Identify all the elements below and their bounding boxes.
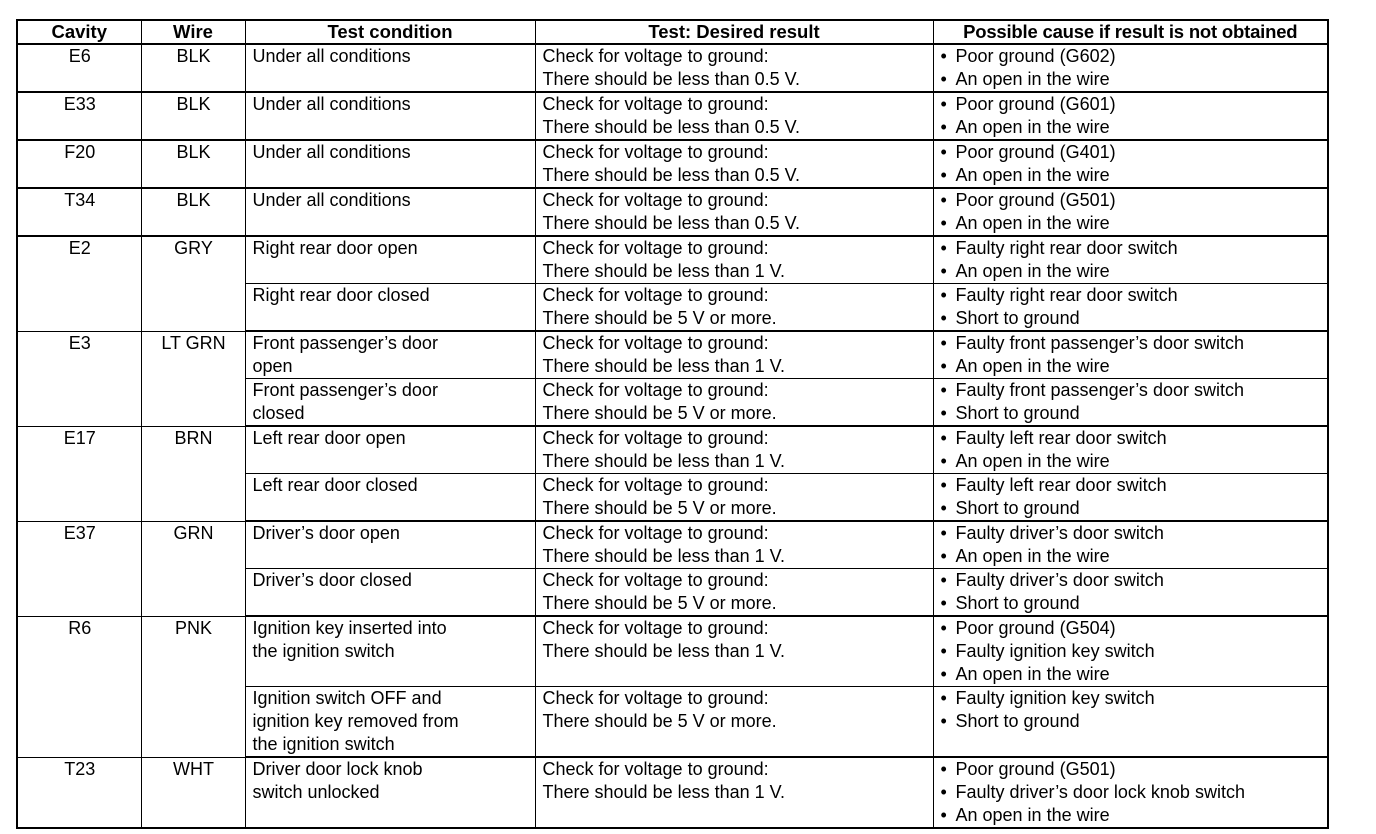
possible-cause-item: • An open in the wire xyxy=(941,164,1322,187)
cavity-cell xyxy=(17,140,141,188)
possible-cause-cell xyxy=(933,92,1328,140)
table-row xyxy=(17,44,1328,92)
test-condition-cell xyxy=(245,616,535,687)
wire-color-label: GRY xyxy=(174,238,213,258)
possible-cause-cell xyxy=(933,188,1328,236)
test-condition-text: Driver’s door open xyxy=(252,523,400,543)
cavity-cell xyxy=(17,236,141,331)
wire-cell xyxy=(141,44,245,92)
desired-result-text: Check for voltage to ground: xyxy=(542,285,769,305)
possible-cause-item: • Short to ground xyxy=(941,497,1322,520)
possible-cause-item: • Faulty driver’s door switch xyxy=(941,522,1322,545)
possible-cause-item: • An open in the wire xyxy=(941,545,1322,568)
desired-result-cell xyxy=(535,616,933,687)
desired-result-cell xyxy=(535,379,933,427)
possible-cause-item: • An open in the wire xyxy=(941,116,1322,139)
desired-result-text: Check for voltage to ground: xyxy=(542,428,769,448)
cavity-label: E17 xyxy=(63,427,96,448)
wire-color-label: LT GRN xyxy=(161,332,226,353)
desired-result-cell xyxy=(535,757,933,828)
desired-result-text: There should be 5 V or more. xyxy=(542,593,777,613)
desired-result-text: Check for voltage to ground: xyxy=(542,142,769,162)
cavity-cell xyxy=(17,616,141,757)
table-row xyxy=(17,236,1328,284)
cavity-label: R6 xyxy=(68,617,92,638)
possible-cause-item: • Poor ground (G602) xyxy=(941,45,1322,68)
possible-cause-item: • Faulty front passenger’s door switch xyxy=(941,332,1322,355)
test-condition-text: Under all conditions xyxy=(252,142,411,162)
possible-cause-cell xyxy=(933,521,1328,569)
desired-result-text: There should be 5 V or more. xyxy=(542,403,777,423)
test-condition-text: open xyxy=(252,356,293,376)
test-condition-cell xyxy=(245,379,535,427)
possible-cause-item: • An open in the wire xyxy=(941,260,1322,283)
desired-result-cell xyxy=(535,569,933,617)
desired-result-text: Check for voltage to ground: xyxy=(542,46,769,66)
table-row xyxy=(17,521,1328,569)
desired-result-cell xyxy=(535,92,933,140)
desired-result-text: There should be less than 0.5 V. xyxy=(542,69,801,89)
possible-cause-cell xyxy=(933,284,1328,332)
header-desired-result: Test: Desired result xyxy=(535,20,933,44)
test-condition-cell xyxy=(245,236,535,284)
desired-result-cell xyxy=(535,687,933,758)
cavity-label: F20 xyxy=(64,142,96,162)
possible-cause-item: • Faulty driver’s door lock knob switch xyxy=(941,781,1322,804)
desired-result-cell xyxy=(535,140,933,188)
desired-result-cell xyxy=(535,474,933,522)
possible-cause-item: • Faulty driver’s door switch xyxy=(941,569,1322,592)
cavity-label: E3 xyxy=(68,332,91,353)
test-condition-text: Left rear door closed xyxy=(252,475,418,495)
header-cavity: Cavity xyxy=(17,20,141,44)
test-condition-text: the ignition switch xyxy=(252,641,395,661)
table-row xyxy=(17,92,1328,140)
test-condition-text: Right rear door closed xyxy=(252,285,430,305)
test-condition-text: closed xyxy=(252,403,305,423)
test-condition-text: Right rear door open xyxy=(252,238,418,258)
cavity-cell xyxy=(17,92,141,140)
possible-cause-item: • An open in the wire xyxy=(941,212,1322,235)
table-row xyxy=(17,616,1328,687)
possible-cause-cell xyxy=(933,569,1328,617)
possible-cause-cell xyxy=(933,44,1328,92)
possible-cause-cell xyxy=(933,426,1328,474)
possible-cause-item: • Faulty front passenger’s door switch xyxy=(941,379,1322,402)
wire-cell xyxy=(141,616,245,757)
possible-cause-item: • Faulty ignition key switch xyxy=(941,640,1322,663)
test-condition-text: Driver’s door closed xyxy=(252,570,412,590)
test-condition-cell xyxy=(245,140,535,188)
test-condition-cell xyxy=(245,474,535,522)
possible-cause-item: • An open in the wire xyxy=(941,663,1322,686)
wire-cell xyxy=(141,521,245,616)
possible-cause-item: • Short to ground xyxy=(941,710,1322,733)
test-condition-text: Under all conditions xyxy=(252,46,411,66)
wire-cell xyxy=(141,92,245,140)
table-row xyxy=(17,188,1328,236)
cavity-label: E2 xyxy=(68,238,91,258)
wire-color-label: PNK xyxy=(174,617,212,638)
cavity-cell xyxy=(17,521,141,616)
possible-cause-cell xyxy=(933,379,1328,427)
possible-cause-item: • Faulty left rear door switch xyxy=(941,427,1322,450)
possible-cause-item: • An open in the wire xyxy=(941,68,1322,91)
test-condition-text: Driver door lock knob xyxy=(252,759,423,779)
table-row xyxy=(17,757,1328,828)
cavity-label: E37 xyxy=(63,522,96,543)
desired-result-text: Check for voltage to ground: xyxy=(542,688,769,708)
table-row xyxy=(17,426,1328,474)
possible-cause-cell xyxy=(933,757,1328,828)
desired-result-cell xyxy=(535,284,933,332)
possible-cause-item: • An open in the wire xyxy=(941,804,1322,827)
desired-result-text: There should be less than 1 V. xyxy=(542,546,785,566)
possible-cause-cell xyxy=(933,331,1328,379)
desired-result-cell xyxy=(535,331,933,379)
wire-cell xyxy=(141,188,245,236)
wire-cell xyxy=(141,426,245,521)
desired-result-text: There should be less than 1 V. xyxy=(542,451,785,471)
test-condition-cell xyxy=(245,687,535,758)
desired-result-cell xyxy=(535,188,933,236)
cavity-cell xyxy=(17,426,141,521)
possible-cause-item: • Faulty ignition key switch xyxy=(941,687,1322,710)
test-condition-cell xyxy=(245,92,535,140)
cavity-label: T23 xyxy=(64,758,96,779)
header-row xyxy=(17,20,1328,44)
desired-result-text: Check for voltage to ground: xyxy=(542,759,769,779)
test-condition-text: the ignition switch xyxy=(252,734,395,754)
wire-cell xyxy=(141,140,245,188)
test-condition-cell xyxy=(245,284,535,332)
desired-result-text: Check for voltage to ground: xyxy=(542,333,769,353)
header-test-condition: Test condition xyxy=(245,20,535,44)
possible-cause-cell xyxy=(933,687,1328,758)
possible-cause-item: • Faulty right rear door switch xyxy=(941,237,1322,260)
table-body xyxy=(17,44,1328,828)
possible-cause-item: • Short to ground xyxy=(941,307,1322,330)
desired-result-text: There should be less than 1 V. xyxy=(542,641,785,661)
desired-result-text: Check for voltage to ground: xyxy=(542,523,769,543)
desired-result-text: Check for voltage to ground: xyxy=(542,94,769,114)
wire-color-label: BLK xyxy=(176,190,211,210)
desired-result-text: There should be 5 V or more. xyxy=(542,308,777,328)
test-condition-text: Ignition key inserted into xyxy=(252,618,447,638)
cavity-label: T34 xyxy=(64,190,96,210)
possible-cause-item: • Faulty left rear door switch xyxy=(941,474,1322,497)
wire-cell xyxy=(141,757,245,828)
test-condition-text: switch unlocked xyxy=(252,782,380,802)
desired-result-cell xyxy=(535,44,933,92)
desired-result-text: There should be less than 1 V. xyxy=(542,261,785,281)
header-wire: Wire xyxy=(141,20,245,44)
possible-cause-item: • Short to ground xyxy=(941,592,1322,615)
test-condition-cell xyxy=(245,521,535,569)
cavity-cell xyxy=(17,757,141,828)
possible-cause-item: • Poor ground (G501) xyxy=(941,189,1322,212)
desired-result-text: There should be less than 1 V. xyxy=(542,782,785,802)
desired-result-text: There should be less than 1 V. xyxy=(542,356,785,376)
wire-color-label: BLK xyxy=(176,46,211,66)
wire-color-label: BLK xyxy=(176,142,211,162)
cavity-label: E33 xyxy=(63,94,96,114)
header-possible-cause: Possible cause if result is not obtained xyxy=(933,20,1328,44)
test-condition-cell xyxy=(245,44,535,92)
table-row xyxy=(17,140,1328,188)
possible-cause-item: • Poor ground (G501) xyxy=(941,758,1322,781)
cavity-label: E6 xyxy=(68,46,91,66)
cavity-cell xyxy=(17,331,141,426)
desired-result-text: There should be less than 0.5 V. xyxy=(542,165,801,185)
test-condition-cell xyxy=(245,188,535,236)
test-condition-text: Under all conditions xyxy=(252,94,411,114)
desired-result-text: There should be 5 V or more. xyxy=(542,711,777,731)
desired-result-text: Check for voltage to ground: xyxy=(542,570,769,590)
cavity-cell xyxy=(17,188,141,236)
desired-result-text: Check for voltage to ground: xyxy=(542,475,769,495)
possible-cause-item: • Short to ground xyxy=(941,402,1322,425)
wire-cell xyxy=(141,331,245,426)
test-condition-text: Left rear door open xyxy=(252,428,406,448)
wire-color-label: WHT xyxy=(173,758,214,779)
desired-result-cell xyxy=(535,521,933,569)
test-condition-cell xyxy=(245,569,535,617)
possible-cause-item: • Faulty right rear door switch xyxy=(941,284,1322,307)
desired-result-cell xyxy=(535,426,933,474)
possible-cause-item: • Poor ground (G401) xyxy=(941,141,1322,164)
table-row xyxy=(17,331,1328,379)
possible-cause-item: • An open in the wire xyxy=(941,450,1322,473)
possible-cause-cell xyxy=(933,474,1328,522)
test-condition-text: Front passenger’s door xyxy=(252,380,438,400)
wire-cell xyxy=(141,236,245,331)
desired-result-text: There should be 5 V or more. xyxy=(542,498,777,518)
desired-result-cell xyxy=(535,236,933,284)
possible-cause-cell xyxy=(933,616,1328,687)
possible-cause-item: • Poor ground (G504) xyxy=(941,617,1322,640)
connector-test-table xyxy=(16,19,1329,829)
desired-result-text: Check for voltage to ground: xyxy=(542,380,769,400)
test-condition-text: Ignition switch OFF and xyxy=(252,688,442,708)
possible-cause-cell xyxy=(933,140,1328,188)
test-condition-text: Front passenger’s door xyxy=(252,333,438,353)
desired-result-text: There should be less than 0.5 V. xyxy=(542,213,801,233)
test-condition-cell xyxy=(245,331,535,379)
cavity-cell xyxy=(17,44,141,92)
wire-color-label: GRN xyxy=(173,522,214,543)
test-condition-cell xyxy=(245,757,535,828)
wire-color-label: BRN xyxy=(174,427,213,448)
wire-color-label: BLK xyxy=(176,94,211,114)
desired-result-text: Check for voltage to ground: xyxy=(542,618,769,638)
desired-result-text: There should be less than 0.5 V. xyxy=(542,117,801,137)
test-condition-text: Under all conditions xyxy=(252,190,411,210)
desired-result-text: Check for voltage to ground: xyxy=(542,238,769,258)
test-condition-text: ignition key removed from xyxy=(252,711,459,731)
desired-result-text: Check for voltage to ground: xyxy=(542,190,769,210)
possible-cause-item: • An open in the wire xyxy=(941,355,1322,378)
possible-cause-cell xyxy=(933,236,1328,284)
possible-cause-item: • Poor ground (G601) xyxy=(941,93,1322,116)
test-condition-cell xyxy=(245,426,535,474)
